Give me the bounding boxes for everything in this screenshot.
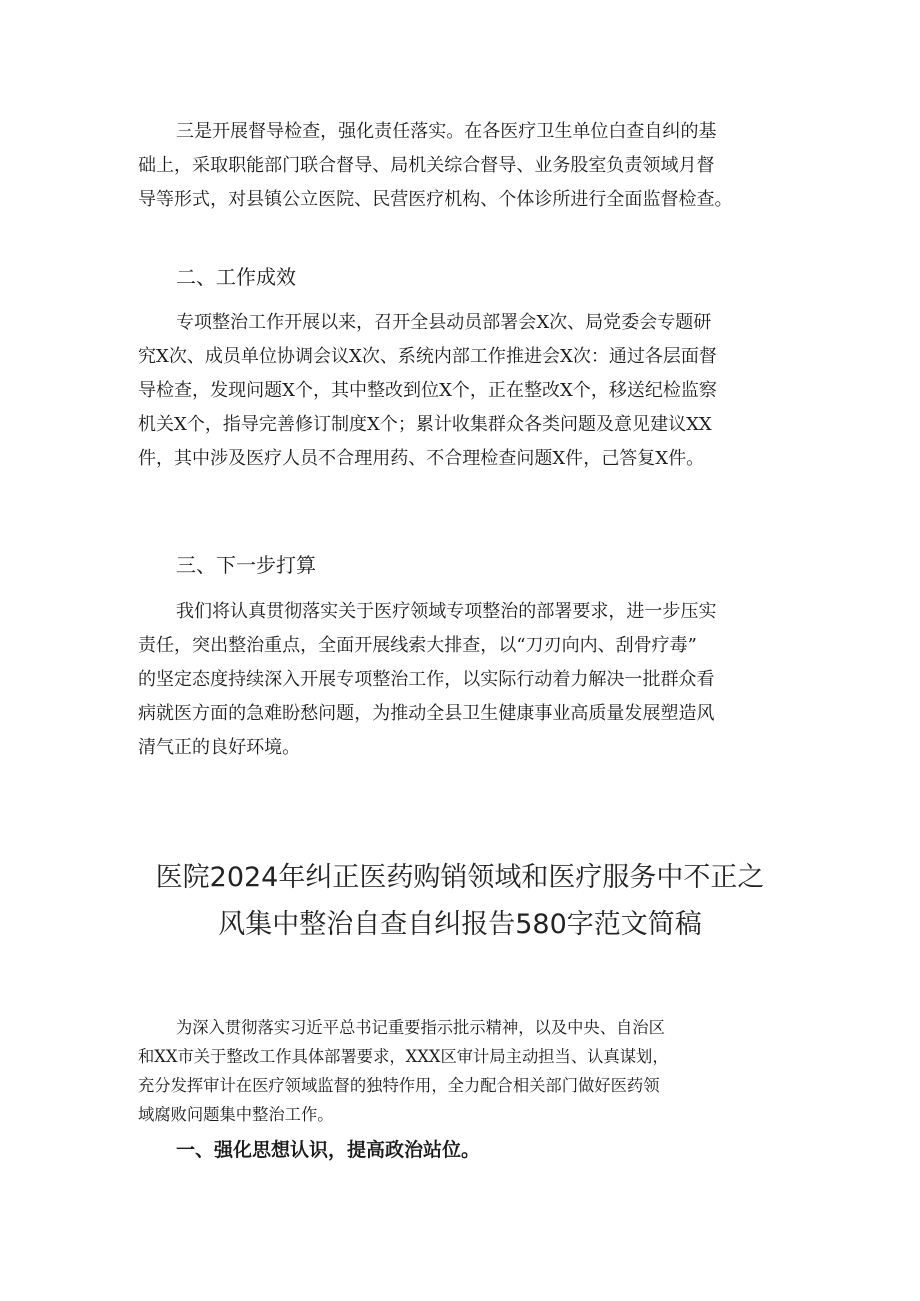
text-line: 清气正的良好环境。 xyxy=(138,737,301,758)
text-line: 为深入贯彻落实习近平总书记重要指示批示精神，以及中央、自治区 xyxy=(176,1018,665,1037)
text-line: 究X次、成员单位协调会议X次、系统内部工作推进会X次：通过各层面督 xyxy=(138,346,717,367)
text-line: 专项整治工作开展以来，召开全县动员部署会X次、局党委会专题研 xyxy=(176,312,712,333)
section-heading-first: 一、强化思想认识，提高政治站位。 xyxy=(176,1139,481,1161)
paragraph-intro xyxy=(0,1013,920,1129)
section-heading-results: 二、工作成效 xyxy=(176,265,296,289)
text-line: 充分发挥审计在医疗领域监督的独特作用，全力配合相关部门做好医药领 xyxy=(138,1076,660,1095)
text-line: 和XX市关于整改工作具体部署要求，XXX区审计局主动担当、认真谋划， xyxy=(138,1047,669,1066)
text-line: 机关X个，指导完善修订制度X个；累计收集群众各类问题及意见建议XX xyxy=(138,414,712,435)
document-title-line-1: 医院2024年纠正医药购销领域和医疗服务中不正之 xyxy=(155,862,765,893)
text-line: 三是开展督导检查，强化责任落实。在各医疗卫生单位白查自纠的基 xyxy=(176,121,717,142)
paragraph-supervision xyxy=(0,115,920,217)
text-line: 域腐败问题集中整治工作。 xyxy=(138,1105,334,1124)
text-line: 础上，采取职能部门联合督导、局机关综合督导、业务股室负责领域月督 xyxy=(138,155,715,176)
text-line: 责任，突出整治重点，全面开展线索大排查，以“刀刃向内、刮骨疗毒” xyxy=(138,635,697,656)
section-heading-next-steps: 三、下一步打算 xyxy=(176,553,316,577)
text-line: 我们将认真贯彻落实关于医疗领域专项整治的部署要求，进一步压实 xyxy=(176,601,717,622)
text-line: 件，其中涉及医疗人员不合理用药、不合理检查问题X件，己答复X件。 xyxy=(138,448,705,469)
document-title-line-2: 风集中整治自查自纠报告580字范文简稿 xyxy=(218,909,702,940)
paragraph-next-steps xyxy=(0,595,920,765)
paragraph-results xyxy=(0,306,920,476)
text-line: 病就医方面的急难盼愁问题，为推动全县卫生健康事业高质量发展塑造风 xyxy=(138,703,715,724)
text-line: 的坚定态度持续深入开展专项整治工作，以实际行动着力解决一批群众看 xyxy=(138,669,715,690)
text-line: 导等形式，对县镇公立医院、民营医疗机构、个体诊所进行全面监督检查。 xyxy=(138,189,733,210)
text-line: 导检查，发现问题X个，其中整改到位X个，正在整改X个，移送纪检监察 xyxy=(138,380,717,401)
